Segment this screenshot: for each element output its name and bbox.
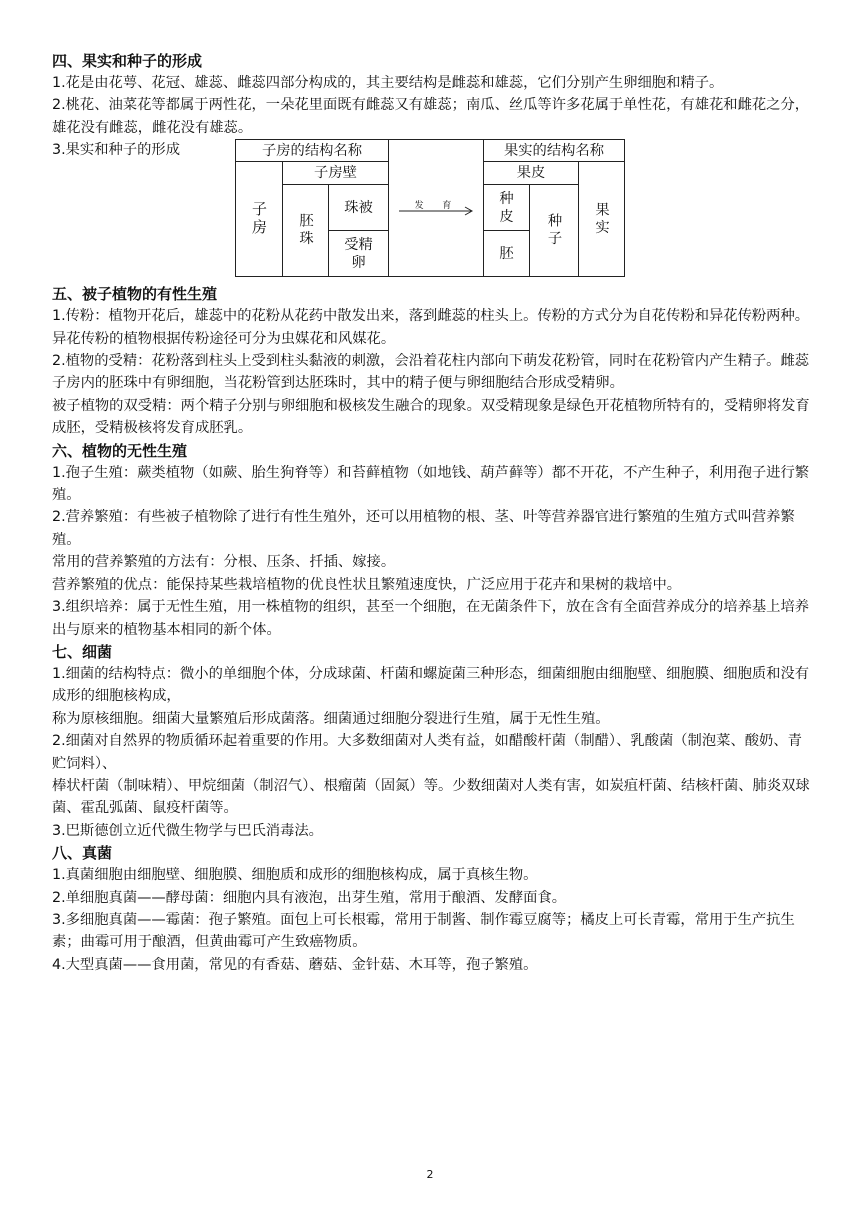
fruit-formation-diagram [52, 139, 812, 281]
paragraph: 被子植物的双受精：两个精子分别与卵细胞和极核发生融合的现象。双受精现象是绿色开花植物所特有的，受精卵将发育成胚，受精极核将发育成胚乳。 [52, 397, 810, 437]
ovary-wall-cell: 子房壁 [282, 161, 389, 185]
arrow-cell [388, 139, 484, 277]
section-heading: 八、真菌 [52, 844, 113, 863]
paragraph: 1.花是由花萼、花冠、雄蕊、雌蕊四部分构成的，其主要结构是雌蕊和雄蕊，它们分别产生卵细胞和精子。 [52, 75, 724, 91]
paragraph: 3.果实和种子的形成 [52, 142, 181, 159]
paragraph: 1.孢子生殖：蕨类植物（如蕨、胎生狗脊等）和苔藓植物（如地钱、葫芦藓等）都不开花，不产生种子，利用孢子进行繁殖。 [52, 464, 810, 504]
paragraph: 2.桃花、油菜花等都属于两性花，一朵花里面既有雌蕊又有雄蕊；南瓜、丝瓜等许多花属于单性花，有雄花和雌花之分，雄花没有雌蕊，雌花没有雄蕊。 [52, 97, 810, 136]
paragraph: 4.大型真菌——食用菌，常见的有香菇、蘑菇、金针菇、木耳等，孢子繁殖。 [52, 956, 538, 973]
paragraph: 常用的营养繁殖的方法有：分根、压条、扦插、嫁接。 [52, 554, 396, 571]
paragraph: 3.多细胞真菌——霉菌：孢子繁殖。面包上可长根霉，常用于制酱、制作霉豆腐等；橘皮上可长青霉，常用于生产抗生素；曲霉可用于酿酒，但黄曲霉可产生致癌物质。 [52, 911, 795, 951]
paragraph: 1.真菌细胞由细胞壁、细胞膜、细胞质和成形的细胞核构成，属于真核生物。 [52, 867, 538, 884]
ovary-fruit-table [235, 139, 625, 277]
paragraph: 2.营养繁殖：有些被子植物除了进行有性生殖外，还可以用植物的根、茎、叶等营养器官进行繁殖的生殖方式叫营养繁殖。 [52, 509, 795, 548]
left-title-cell: 子房的结构名称 [235, 139, 389, 162]
section-heading: 五、被子植物的有性生殖 [52, 285, 218, 304]
ovary-cell: 子房 [235, 161, 283, 277]
seed-coat-cell: 种皮 [483, 184, 530, 231]
paragraph: 3.巴斯德创立近代微生物学与巴氏消毒法。 [52, 822, 323, 839]
right-title-cell: 果实的结构名称 [483, 139, 625, 162]
arrow-label: 发 育 [414, 201, 460, 212]
paragraph: 2.细菌对自然界的物质循环起着重要的作用。大多数细菌对人类有益，如醋酸杆菌（制醋）、乳酸菌（制泡菜、酸奶、青贮饲料）、 [52, 733, 802, 772]
section-heading: 四、果实和种子的形成 [52, 52, 203, 70]
pericarp-cell: 果皮 [483, 161, 579, 185]
fertilized-egg-cell: 受精卵 [328, 230, 389, 277]
paragraph: 棒状杆菌（制味精）、甲烷细菌（制沼气）、根瘤菌（固氮）等。少数细菌对人类有害，如炭疽杆菌、结核杆菌、肺炎双球菌、霍乱弧菌、鼠疫杆菌等。 [52, 777, 810, 817]
section-heading: 六、植物的无性生殖 [52, 441, 188, 460]
paragraph: 称为原核细胞。细菌大量繁殖后形成菌落。细菌通过细胞分裂进行生殖，属于无性生殖。 [52, 710, 610, 727]
paragraph: 2.单细胞真菌——酵母菌：细胞内具有液泡，出芽生殖，常用于酿酒、发酵面食。 [52, 889, 567, 906]
fruit-cell: 果实 [578, 161, 625, 277]
document-body [52, 50, 812, 976]
embryo-cell: 胚 [483, 230, 530, 277]
paragraph: 营养繁殖的优点：能保持某些栽培植物的优良性状且繁殖速度快，广泛应用于花卉和果树的栽培中。 [52, 576, 682, 593]
page-number: 2 [426, 1168, 434, 1181]
seed-cell: 种子 [529, 184, 579, 277]
ovule-cell: 胚珠 [282, 184, 329, 277]
paragraph: 1.传粉：植物开花后，雄蕊中的花粉从花药中散发出来，落到雌蕊的柱头上。传粉的方式分为自花传粉和异花传粉两种。异花传粉的植物根据传粉途径可分为虫媒花和风媒花。 [52, 308, 810, 347]
paragraph: 3.组织培养：属于无性生殖，用一株植物的组织，甚至一个细胞，在无菌条件下，放在含有全面营养成分的培养基上培养出与原来的植物基本相同的新个体。 [52, 599, 810, 638]
integument-cell: 珠被 [328, 184, 389, 231]
paragraph: 1.细菌的结构特点：微小的单细胞个体，分成球菌、杆菌和螺旋菌三种形态，细菌细胞由细胞壁、细胞膜、细胞质和没有成形的细胞核构成， [52, 665, 810, 705]
right-arrow-icon [399, 206, 475, 216]
paragraph: 2.植物的受精：花粉落到柱头上受到柱头黏液的刺激，会沿着花柱内部向下萌发花粉管，同时在花粉管内产生精子。雌蕊子房内的胚珠中有卵细胞，当花粉管到达胚珠时，其中的精子便与卵细胞结合形成受精卵。 [52, 353, 810, 392]
section-heading: 七、细菌 [52, 642, 113, 661]
